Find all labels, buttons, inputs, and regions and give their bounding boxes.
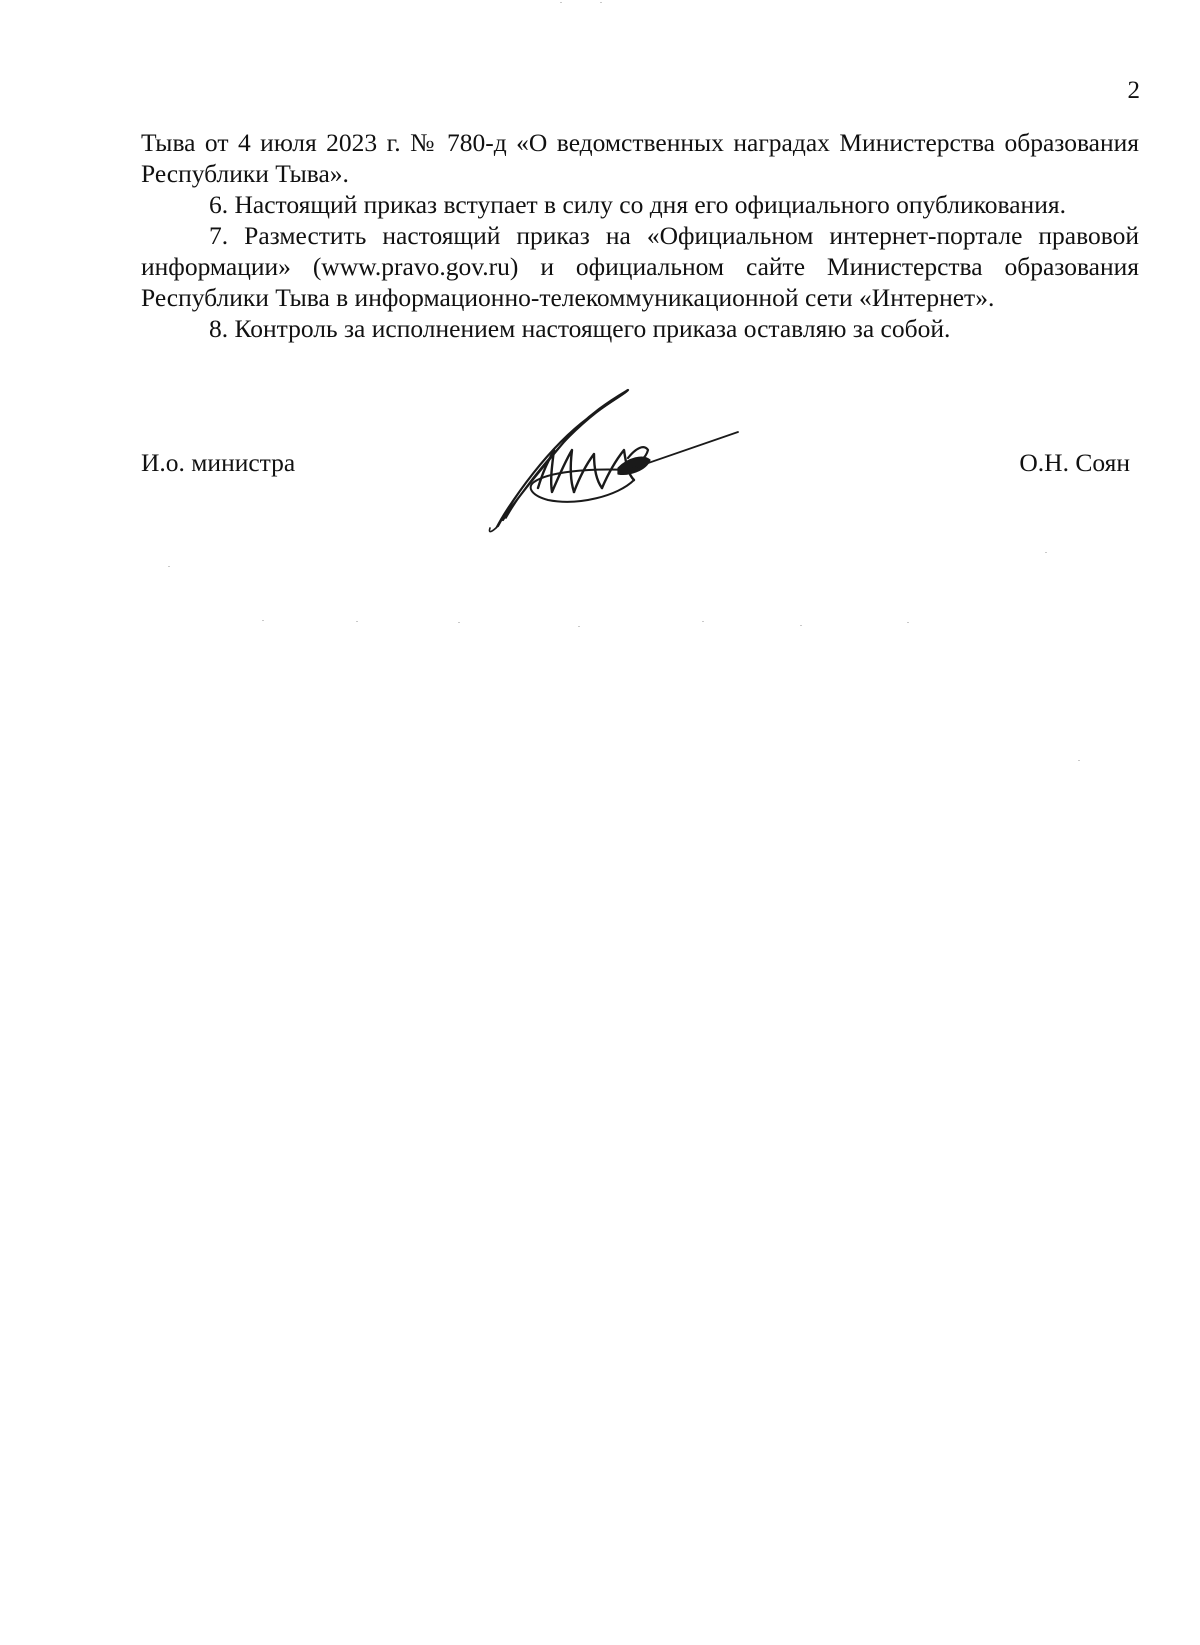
scan-speck xyxy=(600,2,602,3)
scan-speck xyxy=(1078,760,1080,761)
paragraph-continuation: Тыва от 4 июля 2023 г. № 780-д «О ведомственных наградах Министерства образования Республики Тыва». xyxy=(141,128,1139,188)
order-body xyxy=(141,127,1139,344)
scan-speck xyxy=(702,621,704,622)
scan-speck xyxy=(907,622,909,623)
scan-speck xyxy=(1045,552,1047,553)
scan-speck xyxy=(578,626,580,627)
scan-speck xyxy=(560,2,562,3)
scan-speck xyxy=(168,566,170,567)
signatory-name: О.Н. Соян xyxy=(1019,448,1130,477)
scan-speck xyxy=(262,620,264,621)
scan-speck xyxy=(458,622,460,623)
signatory-title: И.о. министра xyxy=(141,448,296,477)
paragraph-item-6: 6. Настоящий приказ вступает в силу со дня его официального опубликования. xyxy=(209,190,1066,219)
scan-speck xyxy=(800,625,802,626)
scan-speck xyxy=(356,621,358,622)
handwritten-signature xyxy=(478,388,758,538)
page-number: 2 xyxy=(1127,77,1140,104)
paragraph-item-7: 7. Разместить настоящий приказ на «Официальном интернет-портале правовой информации» (www.pravo.gov.ru) и официальном сайте Министерства образования Республики Тыва в информационно-телекоммуникационной сети «Интернет». xyxy=(141,221,1139,312)
paragraph-item-8: 8. Контроль за исполнением настоящего приказа оставляю за собой. xyxy=(209,314,951,343)
